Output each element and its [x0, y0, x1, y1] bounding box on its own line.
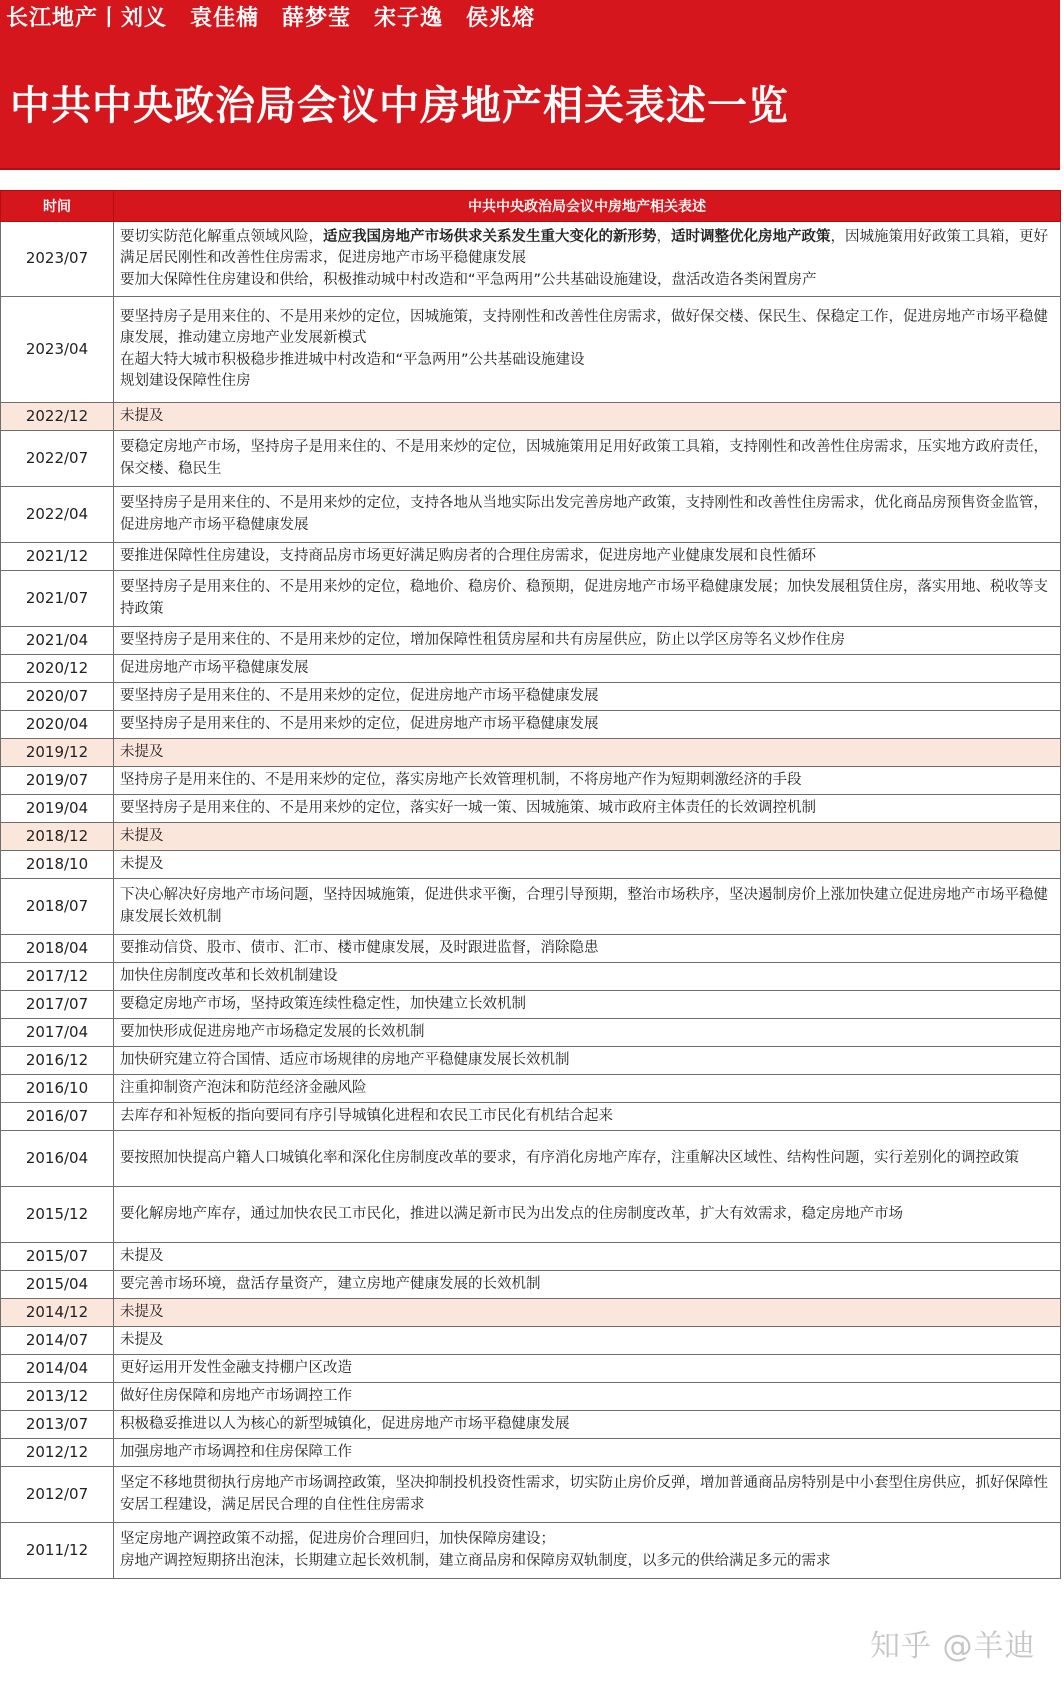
- table-row: [1, 1327, 1061, 1355]
- table-row: [1, 767, 1061, 795]
- statement-line: 要稳定房地产市场，坚持政策连续性稳定性，加快建立长效机制: [120, 995, 526, 1012]
- row-time: 2016/10: [1, 1075, 114, 1103]
- row-time: 2016/07: [1, 1103, 114, 1131]
- row-statement: [114, 1243, 1061, 1271]
- row-time: 2014/07: [1, 1327, 114, 1355]
- statement-line: 积极稳妥推进以人为核心的新型城镇化，促进房地产市场平稳健康发展: [120, 1415, 570, 1432]
- statement-line: 加强房地产市场调控和住房保障工作: [120, 1443, 352, 1460]
- row-time: 2011/12: [1, 1523, 114, 1579]
- column-header-time: 时间: [1, 191, 114, 222]
- row-time: 2015/12: [1, 1187, 114, 1243]
- table-row: [1, 1299, 1061, 1327]
- row-statement: [114, 823, 1061, 851]
- statement-line: 要坚持房子是用来住的、不是用来炒的定位，支持各地从当地实际出发完善房地产政策，支持刚性和改善性住房需求，优化商品房预售资金监管，促进房地产市场平稳健康发展: [120, 495, 1048, 533]
- table-row: [1, 823, 1061, 851]
- row-statement: [114, 1439, 1061, 1467]
- table-row: [1, 879, 1061, 935]
- statement-line: 要推进保障性住房建设，支持商品房市场更好满足购房者的合理住房需求，促进房地产业健康发展和良性循环: [120, 547, 816, 564]
- row-time: 2021/12: [1, 543, 114, 571]
- statement-line: 在超大特大城市积极稳步推进城中村改造和“平急两用”公共基础设施建设: [120, 351, 585, 368]
- table-row: [1, 297, 1061, 403]
- statement-line: 要按照加快提高户籍人口城镇化率和深化住房制度改革的要求，有序消化房地产库存，注重解决区域性、结构性问题，实行差别化的调控政策: [120, 1149, 1019, 1166]
- table-header-row: [1, 191, 1061, 222]
- row-statement: [114, 1131, 1061, 1187]
- table-row: [1, 1523, 1061, 1579]
- row-time: 2017/12: [1, 963, 114, 991]
- statement-line: 未提及: [120, 855, 164, 872]
- row-statement: [114, 711, 1061, 739]
- row-statement: [114, 1271, 1061, 1299]
- row-time: 2019/07: [1, 767, 114, 795]
- statements-table: [0, 190, 1061, 1579]
- table-row: [1, 1187, 1061, 1243]
- statement-line: 坚定房地产调控政策不动摇，促进房价合理回归，加快保障房建设；: [120, 1531, 555, 1547]
- row-statement: [114, 571, 1061, 627]
- table-row: [1, 1271, 1061, 1299]
- row-time: 2012/12: [1, 1439, 114, 1467]
- table-row: [1, 1355, 1061, 1383]
- row-statement: [114, 1019, 1061, 1047]
- table-row: [1, 1131, 1061, 1187]
- statement-line: 要坚持房子是用来住的、不是用来炒的定位，增加保障性租赁房屋和共有房屋供应，防止以学区房等名义炒作住房: [120, 631, 845, 648]
- row-time: 2021/04: [1, 627, 114, 655]
- row-time: 2016/12: [1, 1047, 114, 1075]
- statement-line: 要切实防范化解重点领域风险，适应我国房地产市场供求关系发生重大变化的新形势，适时调整优化房地产政策，因城施策用好政策工具箱，更好满足居民刚性和改善性住房需求，促进房地产市场平稳健康发展: [120, 228, 1048, 267]
- table-row: [1, 655, 1061, 683]
- table-row: [1, 627, 1061, 655]
- statement-line: 规划建设保障性住房: [120, 373, 251, 389]
- row-statement: [114, 1327, 1061, 1355]
- statement-line: 坚持房子是用来住的、不是用来炒的定位，落实房地产长效管理机制，不将房地产作为短期刺激经济的手段: [120, 771, 802, 788]
- table-row: [1, 543, 1061, 571]
- statement-line: 要加大保障性住房建设和供给，积极推动城中村改造和“平急两用”公共基础设施建设，盘活改造各类闲置房产: [120, 271, 817, 288]
- page-title: 中共中央政治局会议中房地产相关表述一览: [10, 83, 789, 129]
- table-row: [1, 739, 1061, 767]
- row-statement: [114, 935, 1061, 963]
- row-time: 2021/07: [1, 571, 114, 627]
- row-time: 2020/07: [1, 683, 114, 711]
- table-row: [1, 1383, 1061, 1411]
- row-statement: [114, 1103, 1061, 1131]
- statement-line: 注重抑制资产泡沫和防范经济金融风险: [120, 1079, 367, 1096]
- row-time: 2018/12: [1, 823, 114, 851]
- statement-line: 未提及: [120, 407, 164, 424]
- row-statement: [114, 1383, 1061, 1411]
- row-time: 2013/07: [1, 1411, 114, 1439]
- table-row: [1, 683, 1061, 711]
- statement-line: 要坚持房子是用来住的、不是用来炒的定位，落实好一城一策、因城施策、城市政府主体责任的长效调控机制: [120, 799, 816, 816]
- row-time: 2018/04: [1, 935, 114, 963]
- row-statement: [114, 1075, 1061, 1103]
- row-time: 2014/04: [1, 1355, 114, 1383]
- row-statement: [114, 297, 1061, 403]
- table-row: [1, 851, 1061, 879]
- row-statement: [114, 767, 1061, 795]
- row-statement: [114, 1299, 1061, 1327]
- statement-line: 未提及: [120, 743, 164, 760]
- statement-line: 要坚持房子是用来住的、不是用来炒的定位，促进房地产市场平稳健康发展: [120, 687, 599, 704]
- table-row: [1, 222, 1061, 297]
- row-statement: [114, 655, 1061, 683]
- row-time: 2013/12: [1, 1383, 114, 1411]
- table-row: [1, 1411, 1061, 1439]
- row-statement: [114, 1411, 1061, 1439]
- statement-line: 加快住房制度改革和长效机制建设: [120, 967, 338, 984]
- statement-line: 去库存和补短板的指向要同有序引导城镇化进程和农民工市民化有机结合起来: [120, 1107, 613, 1124]
- row-statement: [114, 683, 1061, 711]
- row-statement: [114, 487, 1061, 543]
- row-time: 2015/04: [1, 1271, 114, 1299]
- row-time: 2022/07: [1, 431, 114, 487]
- statement-line: 要坚持房子是用来住的、不是用来炒的定位，稳地价、稳房价、稳预期，促进房地产市场平稳健康发展；加快发展租赁住房，落实用地、税收等支持政策: [120, 579, 1048, 617]
- row-statement: [114, 1047, 1061, 1075]
- row-statement: [114, 627, 1061, 655]
- table-row: [1, 1075, 1061, 1103]
- row-statement: [114, 963, 1061, 991]
- authors-line: 长江地产丨刘义 袁佳楠 薛梦莹 宋子逸 侯兆熔: [6, 6, 536, 31]
- row-time: 2017/07: [1, 991, 114, 1019]
- row-time: 2018/10: [1, 851, 114, 879]
- statement-line: 未提及: [120, 1303, 164, 1320]
- table-body: [1, 222, 1061, 1579]
- statement-line: 要坚持房子是用来住的、不是用来炒的定位，促进房地产市场平稳健康发展: [120, 715, 599, 732]
- table-row: [1, 1243, 1061, 1271]
- row-time: 2023/04: [1, 297, 114, 403]
- row-time: 2012/07: [1, 1467, 114, 1523]
- statement-line: 要加快形成促进房地产市场稳定发展的长效机制: [120, 1023, 425, 1040]
- statement-line: 未提及: [120, 827, 164, 844]
- statement-line: 做好住房保障和房地产市场调控工作: [120, 1387, 352, 1404]
- row-time: 2015/07: [1, 1243, 114, 1271]
- row-time: 2017/04: [1, 1019, 114, 1047]
- statement-line: 未提及: [120, 1247, 164, 1264]
- row-statement: [114, 739, 1061, 767]
- table-row: [1, 991, 1061, 1019]
- statement-line: 未提及: [120, 1331, 164, 1348]
- row-time: 2020/12: [1, 655, 114, 683]
- table-row: [1, 487, 1061, 543]
- statement-line: 要完善市场环境，盘活存量资产，建立房地产健康发展的长效机制: [120, 1275, 541, 1292]
- table-row: [1, 1019, 1061, 1047]
- column-header-statement: 中共中央政治局会议中房地产相关表述: [114, 191, 1061, 222]
- statement-line: 房地产调控短期挤出泡沫，长期建立起长效机制，建立商品房和保障房双轨制度，以多元的供给满足多元的需求: [120, 1552, 831, 1569]
- statement-line: 促进房地产市场平稳健康发展: [120, 659, 309, 676]
- row-statement: [114, 795, 1061, 823]
- row-statement: [114, 1355, 1061, 1383]
- statement-line: 要推动信贷、股市、债市、汇市、楼市健康发展，及时跟进监督，消除隐患: [120, 939, 599, 956]
- table-row: [1, 1439, 1061, 1467]
- row-statement: [114, 431, 1061, 487]
- row-time: 2018/07: [1, 879, 114, 935]
- row-statement: [114, 1467, 1061, 1523]
- row-statement: [114, 403, 1061, 431]
- row-time: 2022/04: [1, 487, 114, 543]
- table-row: [1, 431, 1061, 487]
- table-row: [1, 1047, 1061, 1075]
- table-row: [1, 963, 1061, 991]
- row-statement: [114, 879, 1061, 935]
- row-time: 2014/12: [1, 1299, 114, 1327]
- zhihu-watermark: 知乎 @羊迪: [870, 1629, 1036, 1664]
- statement-line: 下决心解决好房地产市场问题，坚持因城施策，促进供求平衡，合理引导预期，整治市场秩序，坚决遏制房价上涨加快建立促进房地产市场平稳健康发展长效机制: [120, 887, 1048, 925]
- row-statement: [114, 991, 1061, 1019]
- table-row: [1, 935, 1061, 963]
- row-statement: [114, 543, 1061, 571]
- statement-line: 更好运用开发性金融支持棚户区改造: [120, 1359, 352, 1376]
- row-time: 2016/04: [1, 1131, 114, 1187]
- table-row: [1, 795, 1061, 823]
- table-row: [1, 1467, 1061, 1523]
- table-row: [1, 1103, 1061, 1131]
- statement-line: 加快研究建立符合国情、适应市场规律的房地产平稳健康发展长效机制: [120, 1051, 570, 1068]
- statement-line: 坚定不移地贯彻执行房地产市场调控政策，坚决抑制投机投资性需求，切实防止房价反弹，增加普通商品房特别是中小套型住房供应，抓好保障性安居工程建设，满足居民合理的自住性住房需求: [120, 1475, 1048, 1513]
- row-time: 2022/12: [1, 403, 114, 431]
- row-time: 2020/04: [1, 711, 114, 739]
- statement-line: 要稳定房地产市场，坚持房子是用来住的、不是用来炒的定位，因城施策用足用好政策工具箱，支持刚性和改善性住房需求，压实地方政府责任，保交楼、稳民生: [120, 439, 1048, 477]
- row-time: 2019/04: [1, 795, 114, 823]
- row-time: 2023/07: [1, 222, 114, 297]
- statement-line: 要化解房地产库存，通过加快农民工市民化，推进以满足新市民为出发点的住房制度改革，扩大有效需求，稳定房地产市场: [120, 1205, 903, 1222]
- row-time: 2019/12: [1, 739, 114, 767]
- row-statement: [114, 1523, 1061, 1579]
- table-row: [1, 403, 1061, 431]
- row-statement: [114, 222, 1061, 297]
- header-banner: [0, 0, 1060, 170]
- row-statement: [114, 1187, 1061, 1243]
- table-row: [1, 571, 1061, 627]
- statement-line: 要坚持房子是用来住的、不是用来炒的定位，因城施策，支持刚性和改善性住房需求，做好保交楼、保民生、保稳定工作，促进房地产市场平稳健康发展，推动建立房地产业发展新模式: [120, 308, 1048, 346]
- row-statement: [114, 851, 1061, 879]
- table-row: [1, 711, 1061, 739]
